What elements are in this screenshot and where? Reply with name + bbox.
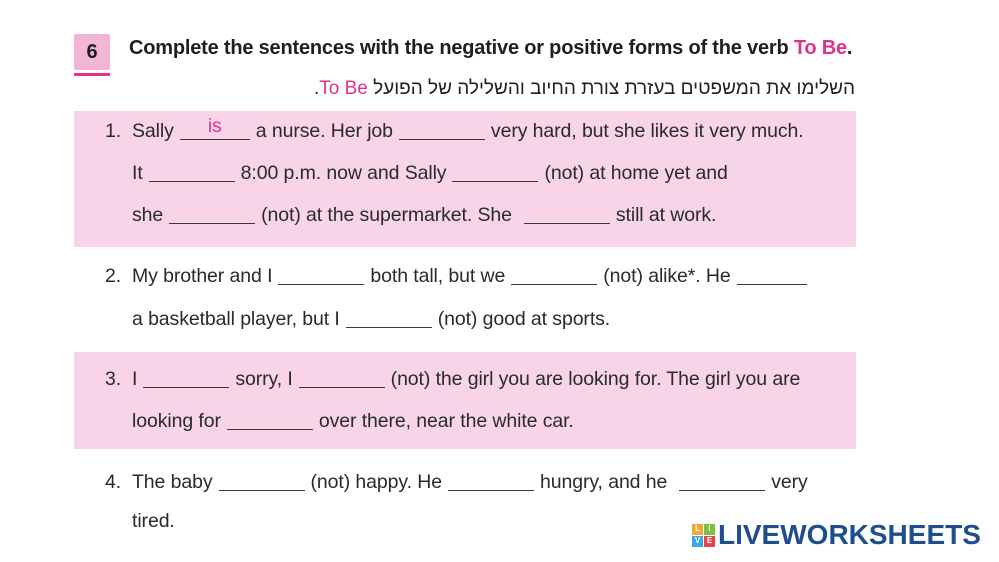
sentence-text: a nurse. Her job bbox=[255, 120, 393, 142]
sentence-number: 1. bbox=[105, 120, 122, 142]
sentence-3-background bbox=[74, 352, 856, 449]
title-end: . bbox=[846, 37, 853, 59]
sentence-text: My brother and I bbox=[132, 265, 273, 287]
sentence-text: looking for bbox=[132, 410, 221, 432]
sentence-1-line-3 bbox=[132, 204, 716, 227]
answer-blank-2-4[interactable] bbox=[346, 309, 432, 328]
sentence-text: The baby bbox=[132, 471, 213, 493]
sentence-text: (not) at the supermarket. She bbox=[261, 204, 512, 226]
title-main-text: Complete the sentences with the negative or positive forms of the verb bbox=[129, 37, 794, 59]
title-verb: To Be bbox=[793, 37, 847, 59]
sentence-text: sorry, I bbox=[235, 368, 293, 390]
liveworksheets-logo[interactable] bbox=[692, 521, 981, 549]
answer-blank-3-3[interactable] bbox=[227, 411, 313, 430]
sentence-2-line-2 bbox=[132, 308, 610, 331]
sentence-text: she bbox=[132, 204, 164, 226]
sentence-number: 3. bbox=[105, 368, 122, 390]
sentence-text: 8:00 p.m. now and Sally bbox=[240, 162, 447, 184]
sentence-number: 2. bbox=[105, 265, 122, 287]
sentence-text: (not) alike*. He bbox=[603, 265, 731, 287]
sentence-text: tired. bbox=[132, 510, 175, 532]
sentence-text: I bbox=[132, 368, 138, 390]
exercise-number-badge bbox=[74, 34, 110, 70]
sentence-text: very bbox=[771, 471, 808, 493]
logo-letter: E bbox=[704, 536, 715, 547]
exercise-number: 6 bbox=[86, 40, 98, 63]
hebrew-end: . bbox=[313, 78, 320, 99]
answer-blank-3-2[interactable] bbox=[299, 369, 385, 388]
logo-letter: L bbox=[692, 524, 703, 535]
logo-grid-icon bbox=[692, 524, 715, 547]
hebrew-text: השלימו את המשפטים בעזרת צורת החיוב והשלילה של הפועל bbox=[367, 78, 855, 99]
sentence-text: (not) the girl you are looking for. The girl you are bbox=[390, 368, 801, 390]
sentence-1-line-1 bbox=[105, 115, 804, 143]
answer-blank-2-3[interactable] bbox=[737, 266, 807, 285]
answer-blank-1-1[interactable] bbox=[180, 115, 250, 140]
answer-blank-1-2[interactable] bbox=[399, 121, 485, 140]
sentence-text: hungry, and he bbox=[539, 471, 668, 493]
sentence-3-line-2 bbox=[132, 410, 574, 433]
answer-blank-1-5[interactable] bbox=[169, 205, 255, 224]
instruction-title bbox=[129, 37, 852, 60]
sentence-text: (not) at home yet and bbox=[544, 162, 728, 184]
sentence-text: a basketball player, but I bbox=[132, 308, 340, 330]
answer-blank-4-2[interactable] bbox=[448, 472, 534, 491]
sentence-number: 4. bbox=[105, 471, 122, 493]
logo-letter: V bbox=[692, 536, 703, 547]
hebrew-instruction bbox=[314, 78, 855, 100]
answer-blank-1-4[interactable] bbox=[452, 163, 538, 182]
answer-blank-2-2[interactable] bbox=[511, 266, 597, 285]
logo-text: LIVEWORKSHEETS bbox=[718, 519, 981, 550]
answer-blank-4-3[interactable] bbox=[679, 472, 765, 491]
sentence-3-line-1 bbox=[105, 368, 800, 391]
sentence-text: Sally bbox=[132, 120, 174, 142]
answer-blank-4-1[interactable] bbox=[219, 472, 305, 491]
answer-blank-1-6[interactable] bbox=[524, 205, 610, 224]
sentence-text: very hard, but she likes it very much. bbox=[490, 120, 804, 142]
logo-letter: I bbox=[704, 524, 715, 535]
sentence-4-line-2 bbox=[132, 510, 175, 533]
sentence-text: still at work. bbox=[615, 204, 717, 226]
sentence-text: (not) good at sports. bbox=[437, 308, 611, 330]
sentence-text: (not) happy. He bbox=[310, 471, 442, 493]
sentence-text: It bbox=[132, 162, 143, 184]
badge-underline bbox=[74, 73, 110, 76]
answer-blank-2-1[interactable] bbox=[278, 266, 364, 285]
sentence-text: both tall, but we bbox=[370, 265, 506, 287]
sentence-2-line-1 bbox=[105, 265, 813, 288]
answer-blank-1-3[interactable] bbox=[149, 163, 235, 182]
sentence-text: over there, near the white car. bbox=[318, 410, 574, 432]
hebrew-verb: To Be bbox=[319, 78, 368, 99]
answer-blank-3-1[interactable] bbox=[143, 369, 229, 388]
filled-answer: is bbox=[207, 115, 222, 137]
sentence-1-line-2 bbox=[132, 162, 728, 185]
sentence-4-line-1 bbox=[105, 471, 808, 494]
